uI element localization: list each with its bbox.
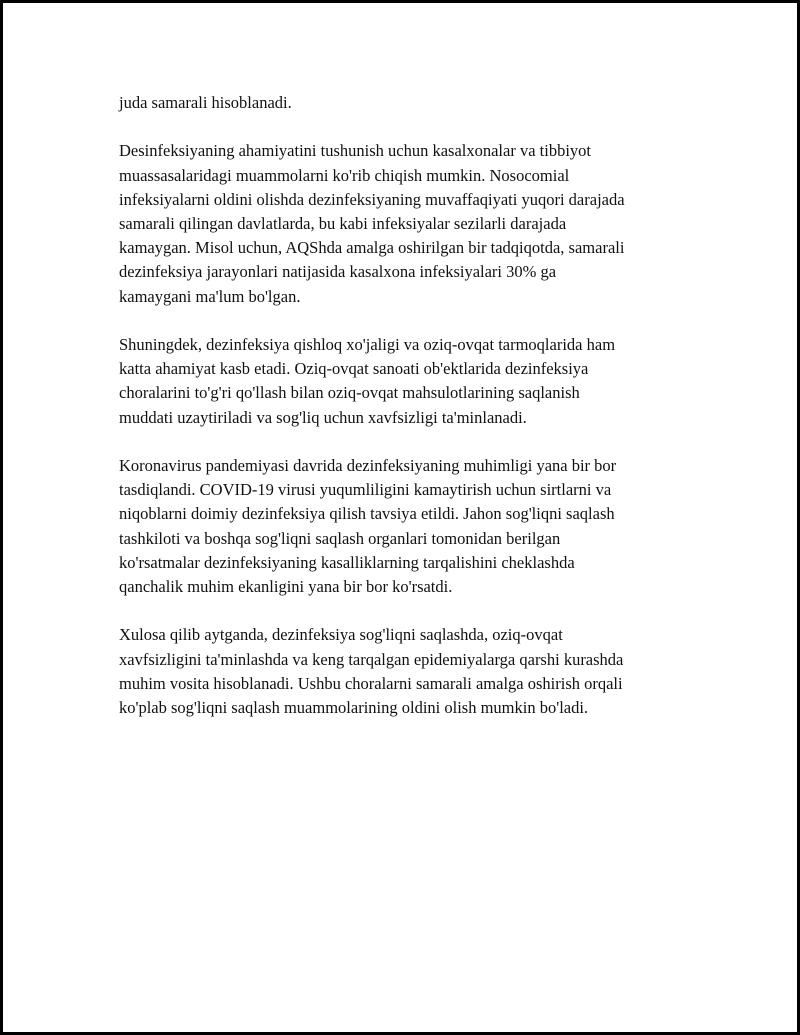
paragraph-5 xyxy=(119,623,699,720)
text-line: Koronavirus pandemiyasi davrida dezinfeksiyaning muhimligi yana bir bor xyxy=(119,456,617,475)
paragraph-4 xyxy=(119,454,699,599)
text-line: choralarini to'g'ri qo'llash bilan oziq-ovqat mahsulotlarining saqlanish xyxy=(119,383,580,403)
text-line: kamaygani ma'lum bo'lgan. xyxy=(119,286,301,306)
text-line: muddati uzaytiriladi va sog'liq uchun xavfsizligi ta'minlanadi. xyxy=(119,407,527,427)
text-line: ko'rsatmalar dezinfeksiyaning kasalliklarning tarqalishini cheklashda xyxy=(119,552,575,572)
text-line: juda samarali hisoblanadi. xyxy=(119,93,292,112)
text-line: muassasalaridagi muammolarni ko'rib chiqish mumkin. Nosocomial xyxy=(119,165,570,185)
text-line: samarali qilingan davlatlarda, bu kabi infeksiyalar sezilarli darajada xyxy=(119,214,567,233)
text-line: katta ahamiyat kasb etadi. Oziq-ovqat sanoati ob'ektlarida dezinfeksiya xyxy=(119,359,589,379)
text-line: tashkiloti va boshqa sog'liqni saqlash organlari tomonidan berilgan xyxy=(119,528,561,548)
text-line: infeksiyalarni oldini olishda dezinfeksiyaning muvaffaqiyati yuqori darajada xyxy=(119,189,625,209)
text-line: tasdiqlandi. COVID-19 virusi yuqumliligini kamaytirish uchun sirtlarni va xyxy=(119,480,612,500)
text-line: Shuningdek, dezinfeksiya qishloq xo'jaligi va oziq-ovqat tarmoqlarida ham xyxy=(119,335,616,354)
document-body xyxy=(119,91,699,744)
text-line: xavfsizligini ta'minlashda va keng tarqalgan epidemiyalarga qarshi kurashda xyxy=(119,649,624,669)
text-line: Desinfeksiyaning ahamiyatini tushunish uchun kasalxonalar va tibbiyot xyxy=(119,141,591,161)
text-line: kamaygan. Misol uchun, AQShda amalga oshirilgan bir tadqiqotda, samarali xyxy=(119,238,625,258)
text-line: Xulosa qilib aytganda, dezinfeksiya sog'liqni saqlashda, oziq-ovqat xyxy=(119,625,563,645)
text-line: dezinfeksiya jarayonlari natijasida kasalxona infeksiyalari 30% ga xyxy=(119,262,557,282)
text-line: ko'plab sog'liqni saqlash muammolarining oldini olish mumkin bo'ladi. xyxy=(119,698,589,718)
text-line: qanchalik muhim ekanligini yana bir bor ko'rsatdi. xyxy=(119,577,453,597)
text-line: niqoblarni doimiy dezinfeksiya qilish tavsiya etildi. Jahon sog'liqni saqlash xyxy=(119,504,615,524)
text-line: muhim vosita hisoblanadi. Ushbu choralarni samarali amalga oshirish orqali xyxy=(119,673,623,693)
paragraph-3 xyxy=(119,333,699,430)
paragraph-1 xyxy=(119,91,699,115)
paragraph-2 xyxy=(119,139,699,308)
